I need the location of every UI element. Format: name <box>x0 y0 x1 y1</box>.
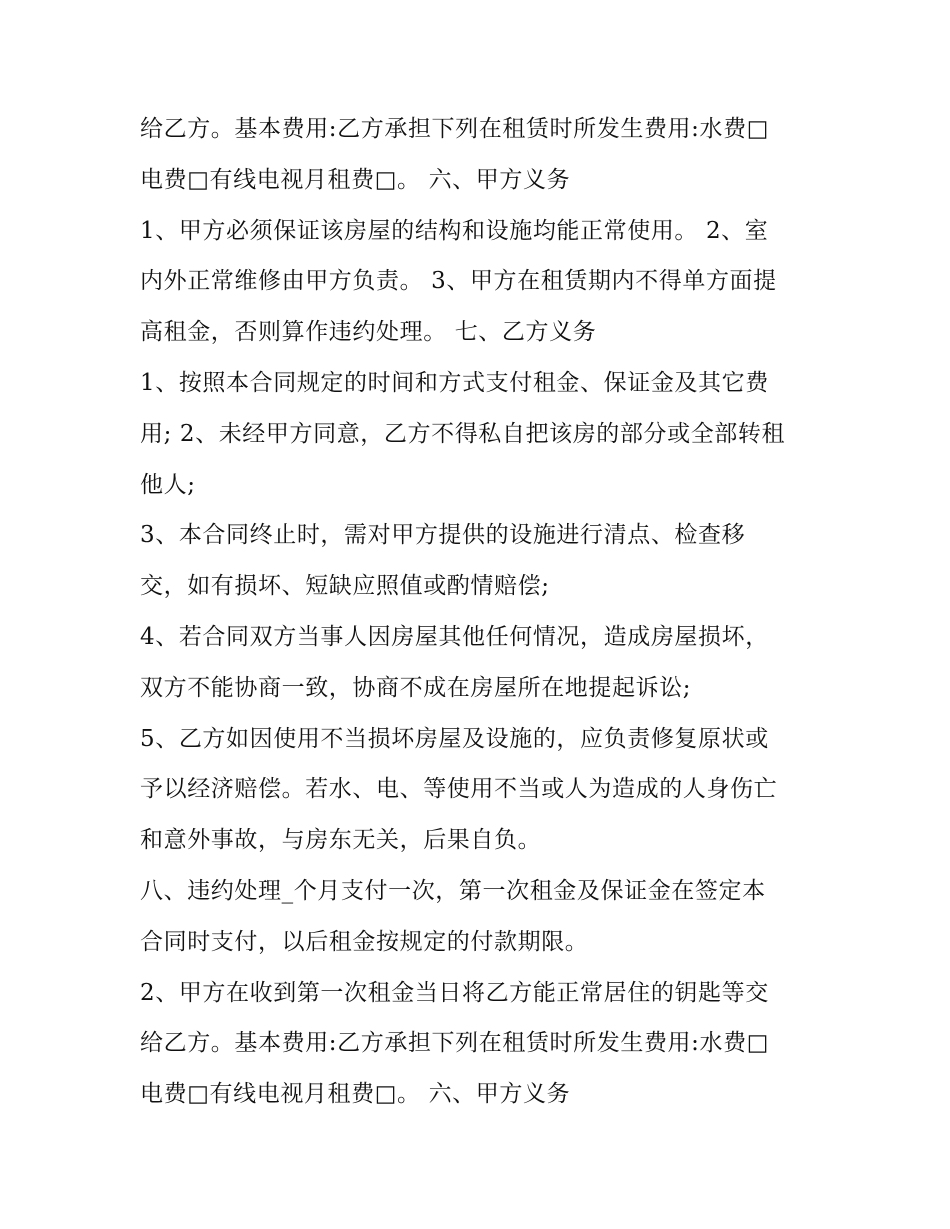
text-line: 电费□有线电视月租费□。 六、甲方义务 <box>140 1081 571 1108</box>
text-line: 和意外事故，与房东无关，后果自负。 <box>140 827 542 854</box>
text-line: 双方不能协商一致，协商不成在房屋所在地提起诉讼; <box>140 674 692 701</box>
text-line: 4、若合同双方当事人因房屋其他任何情况，造成房屋损坏， <box>140 623 769 650</box>
text-line: 予以经济赔偿。若水、电、等使用不当或人为造成的人身伤亡 <box>140 776 778 803</box>
text-line: 5、乙方如因使用不当损坏房屋及设施的，应负责修复原状或 <box>140 725 769 752</box>
text-line: 高租金，否则算作违约处理。 七、乙方义务 <box>140 319 597 346</box>
text-line: 3、本合同终止时，需对甲方提供的设施进行清点、检查移 <box>140 522 746 549</box>
text-line: 1、甲方必须保证该房屋的结构和设施均能正常使用。 2、室 <box>140 217 769 244</box>
text-line: 给乙方。基本费用:乙方承担下列在租赁时所发生费用:水费□ <box>140 1030 770 1057</box>
text-line: 八、违约处理_个月支付一次，第一次租金及保证金在签定本 <box>140 877 766 904</box>
text-line: 1、按照本合同规定的时间和方式支付租金、保证金及其它费 <box>140 369 769 396</box>
text-line: 合同时支付，以后租金按规定的付款期限。 <box>140 928 589 955</box>
text-line: 他人; <box>140 471 196 498</box>
contract-text <box>140 104 820 1120</box>
text-line: 用; 2、未经甲方同意，乙方不得私自把该房的部分或全部转租 <box>140 420 786 447</box>
text-line: 给乙方。基本费用:乙方承担下列在租赁时所发生费用:水费□ <box>140 116 770 142</box>
text-line: 电费□有线电视月租费□。 六、甲方义务 <box>140 166 571 193</box>
text-line: 2、甲方在收到第一次租金当日将乙方能正常居住的钥匙等交 <box>140 979 769 1006</box>
text-line: 内外正常维修由甲方负责。 3、甲方在租赁期内不得单方面提 <box>140 268 777 295</box>
text-line: 交，如有损坏、短缺应照值或酌情赔偿; <box>140 573 550 600</box>
